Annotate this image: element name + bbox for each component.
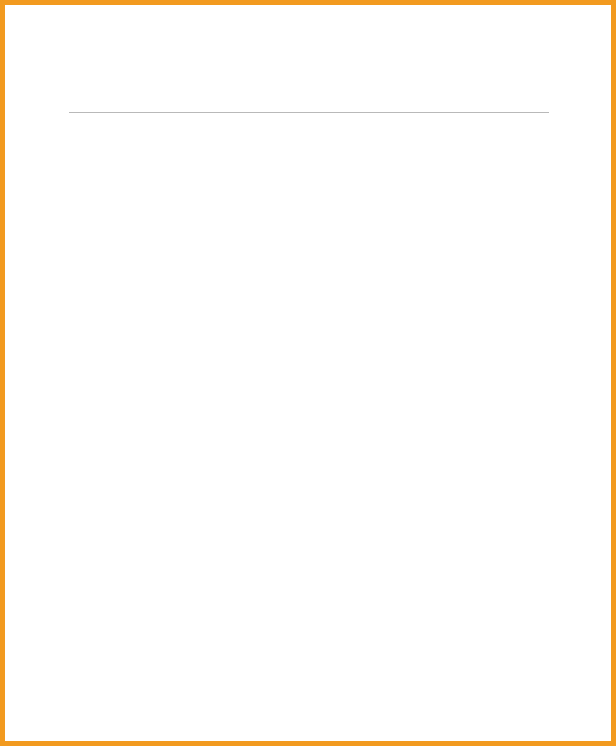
title-divider — [69, 112, 549, 113]
document-page — [5, 5, 611, 741]
